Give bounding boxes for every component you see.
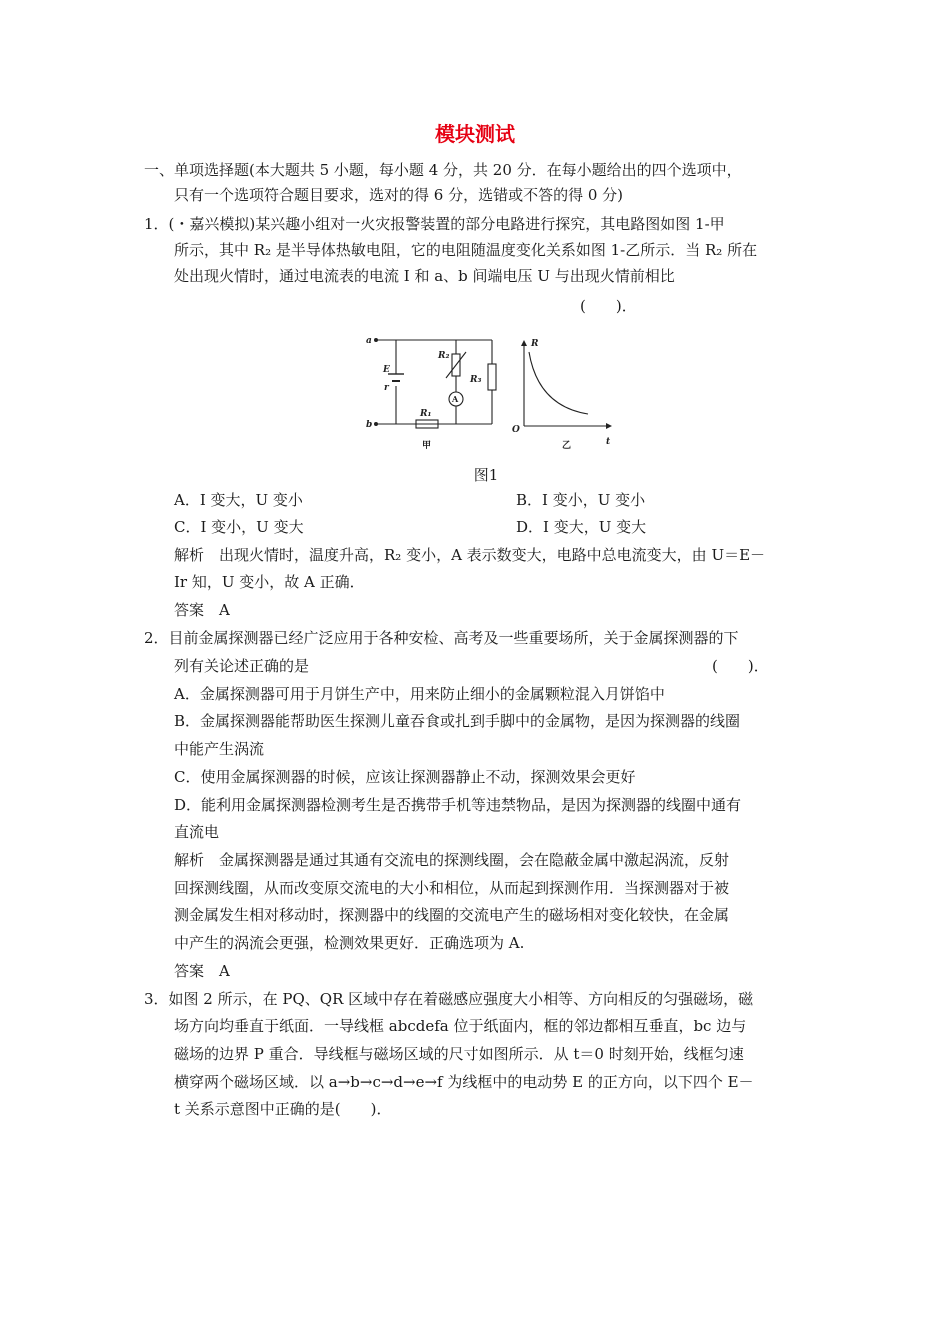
q1-stem-line-3: 处出现火情时，通过电流表的电流 I 和 a、b 间端电压 U 与出现火情前相比	[174, 267, 675, 285]
q1-analysis-line-2: Ir 知，U 变小，故 A 正确．	[174, 573, 365, 591]
label-R-axis: R	[531, 339, 539, 349]
q2-option-d-line-2: 直流电	[174, 823, 220, 841]
q1-option-a: A．I 变大，U 变小	[174, 491, 303, 509]
q3-stem-line-3: 磁场的边界 P 重合．导线框与磁场区域的尺寸如图所示．从 t＝0 时刻开始，线框匀速	[174, 1045, 744, 1063]
q2-analysis-line-4: 中产生的涡流会更强，检测效果更好．正确选项为 A.	[174, 934, 525, 952]
q1-figure-caption: 图1	[473, 466, 499, 484]
q3-stem-line-1: 3．如图 2 所示，在 PQ、QR 区域中存在着磁感应强度大小相等、方向相反的匀强磁场，磁	[144, 990, 754, 1008]
q2-analysis-line-3: 测金属发生相对移动时，探测器中的线圈的交流电产生的磁场相对变化较快，在金属	[174, 906, 730, 924]
q1-stem-line-2: 所示，其中 R₂ 是半导体热敏电阻，它的电阻随温度变化关系如图 1-乙所示．当 R₂ 所在	[174, 241, 758, 259]
q2-option-c: C．使用金属探测器的时候，应该让探测器静止不动，探测效果会更好	[174, 768, 636, 786]
section-heading-line-1: 一、单项选择题(本大题共 5 小题，每小题 4 分，共 20 分．在每小题给出的四个选项中，	[144, 161, 742, 179]
q1-answer-blank: ( )．	[580, 297, 637, 315]
label-R1: R₁	[420, 409, 432, 419]
q2-analysis-line-1: 解析 金属探测器是通过其通有交流电的探测线圈，会在隐蔽金属中激起涡流，反射	[174, 851, 730, 869]
label-O: O	[512, 425, 520, 435]
section-heading-line-2: 只有一个选项符合题目要求，选对的得 6 分，选错或不答的得 0 分)	[174, 186, 624, 204]
terminal-b-dot	[374, 422, 378, 426]
label-R3: R₃	[470, 375, 482, 385]
label-jia: 甲	[422, 441, 432, 451]
label-t-axis: t	[606, 437, 611, 447]
q2-answer-blank: ( )．	[712, 657, 769, 675]
q3-stem-line-4: 横穿两个磁场区域．以 a→b→c→d→e→f 为线框中的电动势 E 的正方向，以下四个 E－	[174, 1073, 754, 1091]
ammeter-label: A	[452, 394, 459, 404]
q2-answer: 答案 A	[174, 962, 230, 980]
q1-figure	[366, 328, 616, 456]
label-R2: R₂	[438, 351, 450, 361]
label-a: a	[366, 336, 372, 346]
label-r: r	[384, 383, 389, 393]
label-yi: 乙	[562, 441, 572, 451]
q3-stem-line-2: 场方向均垂直于纸面．一导线框 abcdefa 位于纸面内，框的邻边都相互垂直，bc 边与	[174, 1017, 747, 1035]
q2-stem-line-1: 2．目前金属探测器已经广泛应用于各种安检、高考及一些重要场所，关于金属探测器的下	[144, 629, 739, 647]
q3-stem-line-5: t 关系示意图中正确的是( )．	[174, 1100, 392, 1118]
q2-option-d-line-1: D．能利用金属探测器检测考生是否携带手机等违禁物品，是因为探测器的线圈中通有	[174, 796, 742, 814]
q1-answer: 答案 A	[174, 601, 230, 619]
q1-option-c: C．I 变小，U 变大	[174, 518, 304, 536]
q1-option-b: B．I 变小，U 变小	[516, 491, 646, 509]
q2-analysis-line-2: 回探测线圈，从而改变原交流电的大小和相位，从而起到探测作用．当探测器对于被	[174, 879, 730, 897]
q2-option-b-line-2: 中能产生涡流	[174, 740, 265, 758]
q2-option-b-line-1: B．金属探测器能帮助医生探测儿童吞食或扎到手脚中的金属物，是因为探测器的线圈	[174, 712, 741, 730]
label-E: E	[383, 365, 390, 375]
page-title: 模块测试	[435, 122, 515, 146]
q1-option-d: D．I 变大，U 变大	[516, 518, 647, 536]
q2-option-a: A．金属探测器可用于月饼生产中，用来防止细小的金属颗粒混入月饼馅中	[174, 685, 665, 703]
q2-stem-line-2: 列有关论述正确的是	[174, 657, 310, 675]
q1-stem-line-1: 1．(・嘉兴模拟)某兴趣小组对一火灾报警装置的部分电路进行探究，其电路图如图 1-甲	[144, 215, 725, 233]
label-b: b	[366, 420, 373, 430]
terminal-a-dot	[374, 338, 378, 342]
q1-analysis-line-1: 解析 出现火情时，温度升高，R₂ 变小，A 表示数变大，电路中总电流变大，由 U＝E－	[174, 546, 766, 564]
